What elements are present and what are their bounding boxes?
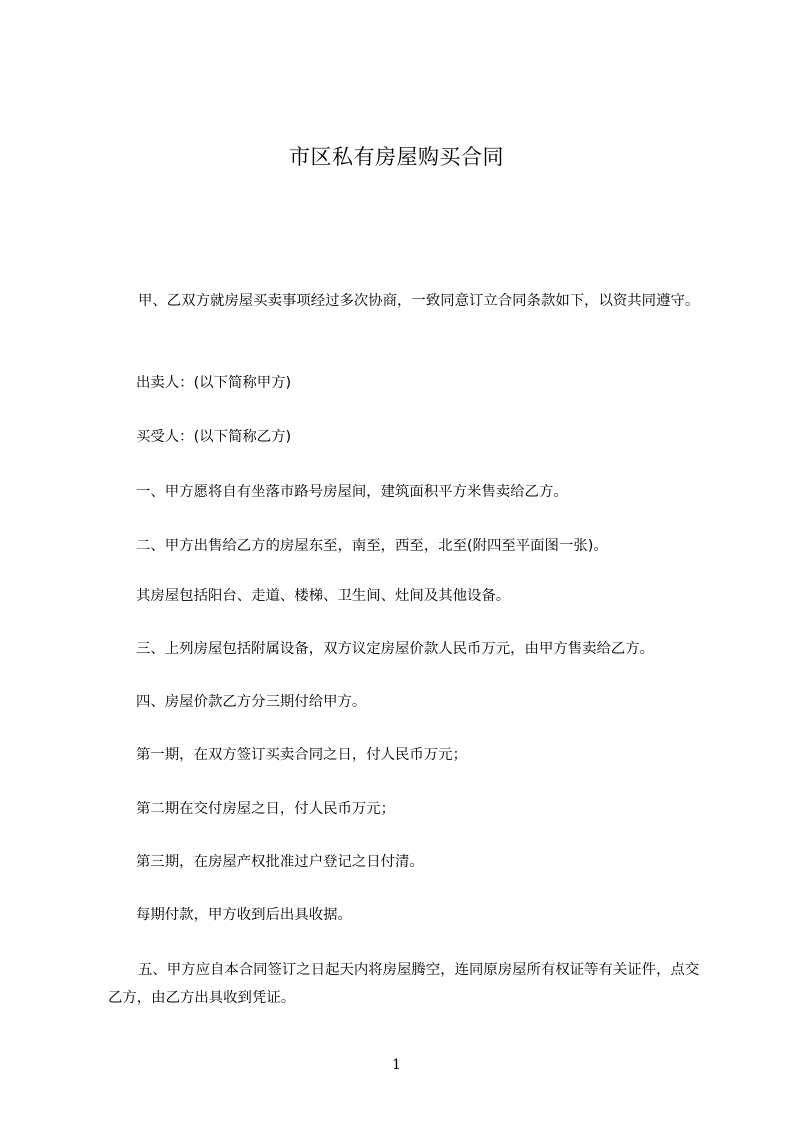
clause-5: 五、甲方应自本合同签订之日起天内将房屋腾空，连同原房屋所有权证等有关证件，点交乙方，由乙方出具收到凭证。	[108, 962, 700, 1006]
clause-3: 三、上列房屋包括附属设备，双方议定房屋价款人民币万元，由甲方售卖给乙方。	[136, 641, 655, 657]
payment-phase-2: 第二期在交付房屋之日，付人民币万元；	[136, 801, 396, 817]
payment-phase-3: 第三期，在房屋产权批准过户登记之日付清。	[136, 854, 424, 870]
intro-paragraph: 甲、乙双方就房屋买卖事项经过多次协商，一致同意订立合同条款如下，以资共同遵守。	[138, 293, 700, 309]
payment-phase-1: 第一期，在双方签订买卖合同之日，付人民币万元；	[136, 747, 467, 763]
seller-line: 出卖人：(以下简称甲方)	[136, 375, 292, 391]
clause-2: 二、甲方出售给乙方的房屋东至，南至，西至，北至(附四至平面图一张)。	[136, 538, 608, 554]
clause-2-detail: 其房屋包括阳台、走道、楼梯、卫生间、灶间及其他设备。	[136, 588, 511, 604]
clause-1: 一、甲方愿将自有坐落市路号房屋间，建筑面积平方米售卖给乙方。	[136, 484, 568, 500]
payment-receipt: 每期付款，甲方收到后出具收据。	[136, 907, 352, 923]
page-number: 1	[392, 1057, 401, 1073]
clause-4: 四、房屋价款乙方分三期付给甲方。	[136, 694, 367, 710]
buyer-line: 买受人：(以下简称乙方)	[136, 429, 292, 445]
document-title: 市区私有房屋购买合同	[289, 145, 504, 169]
